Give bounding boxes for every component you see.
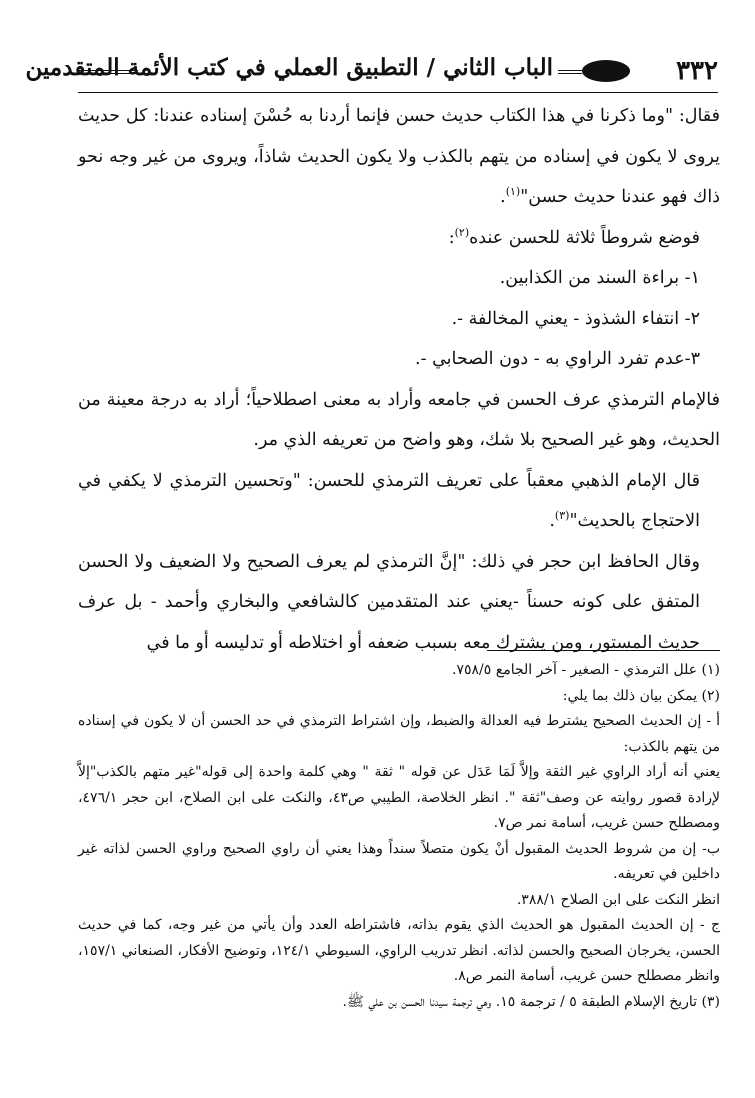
header-ornament-line [78, 70, 138, 74]
paragraph: فوضع شروطاً ثلاثة للحسن عنده$^{(٢)}$: [448, 225, 700, 248]
running-header [25, 52, 718, 92]
footnote: ب- إن من شروط الحديث المقبول أنْ يكون متصلاً سنداً وهذا يعني أن راوي الصحيح وراوي الحسن لذاته غير داخلين في تعريفه. [78, 840, 720, 882]
footnote: ج - إن الحديث المقبول هو الحديث الذي يقوم بذاته، فاشتراطه العدد وأن يأتي من غير وجه، كما في حديث الحسن، يخرجان الصحيح والحسن لذاته. انظر تدريب الراوي، السيوطي ١٢٤/١، وتوضيح الأفكار، الصنعاني ١٥٧/١، وانظر مصطلح حسن غريب، أسامة النمر ص٨. [78, 917, 721, 984]
paragraph: قال الإمام الذهبي معقباً على تعريف الترمذي للحسن: "وتحسين الترمذي لا يكفي في الاحتجاج بالحديث"$^{(٣)}$. [78, 470, 700, 531]
header-ornament [582, 60, 630, 82]
paragraph: فقال: "وما ذكرنا في هذا الكتاب حديث حسن فإنما أردنا به حُسْنَ إسناده عندنا: كل حديث يروى لا يكون في إسناده من يتهم بالكذب ولا يكون الحديث شاذاً، ويروى من غير وجه نحو ذاك فهو عندنا حديث حسن"$^{(١)}$. [78, 106, 720, 207]
footnote: (٣) تاريخ الإسلام الطبقة ٥ / ترجمة ١٥. وهي ترجمة سيدنا الحسن بن علي ﷺ. [342, 993, 720, 1010]
paragraph: فالإمام الترمذي عرف الحسن في جامعه وأراد به معنى اصطلاحياً؛ أراد به درجة معينة من الحديث، وهو غير الصحيح بلا شك، وهو واضح من تعريفه الذي مر. [78, 389, 720, 450]
page-number: ٣٣٢ [676, 56, 718, 86]
chapter-title: الباب الثاني / التطبيق العملي في كتب الأئمة المتقدمين [25, 54, 553, 81]
footnote: (١) علل الترمذي - الصغير - آخر الجامع ٧٥٨/٥. [452, 662, 720, 678]
list-item: ٢- انتفاء الشذوذ - يعني المخالفة -. [451, 308, 700, 329]
footnote-marker: (١) [505, 185, 521, 199]
footnote: أ - إن الحديث الصحيح يشترط فيه العدالة والضبط، وإن اشتراط الترمذي في حد الحسن أن لا يكون في إسناده من يتهم بالكذب: [78, 713, 720, 755]
paragraph: وقال الحافظ ابن حجر في ذلك: "إنَّ الترمذي لم يعرف الصحيح ولا الضعيف ولا الحسن المتفق على كونه حسناً -يعني عند المتقدمين كالشافعي والبخاري وأحمد - بل عرف حديث المستور، ومن يشترك معه بسبب ضعفه أو اختلاطه أو تدليسه أو ما في [78, 551, 700, 653]
header-rule [78, 92, 718, 93]
footnote: يعني أنه أراد الراوي غير الثقة وإلاَّ لَمَا عَدَل عن قوله " ثقة " وهي كلمة واحدة إلى قوله"غير متهم بالكذب"إلاَّ لإرادة قصور روايته عن وصف"ثقة ". انظر الخلاصة، الطيبي ص٤٣، والنكت على ابن الصلاح، ابن حجر ٤٧٦/١، ومصطلح حسن غريب، أسامة نمر ص٧. [78, 764, 720, 831]
footnote: انظر النكت على ابن الصلاح ٣٨٨/١. [516, 891, 720, 908]
footnote: (٢) يمكن بيان ذلك بما يلي: [562, 687, 720, 704]
footnotes [78, 658, 720, 1015]
list-item: ٣-عدم تفرد الراوي به - دون الصحابي -. [415, 349, 700, 369]
footnote-marker: (٢) [454, 225, 470, 239]
main-text [78, 96, 720, 663]
list-item: ١- براءة السند من الكذابين. [499, 268, 700, 288]
header-ornament-line [558, 70, 582, 74]
footnote-separator [487, 650, 720, 651]
footnote-marker: (٣) [554, 509, 570, 523]
